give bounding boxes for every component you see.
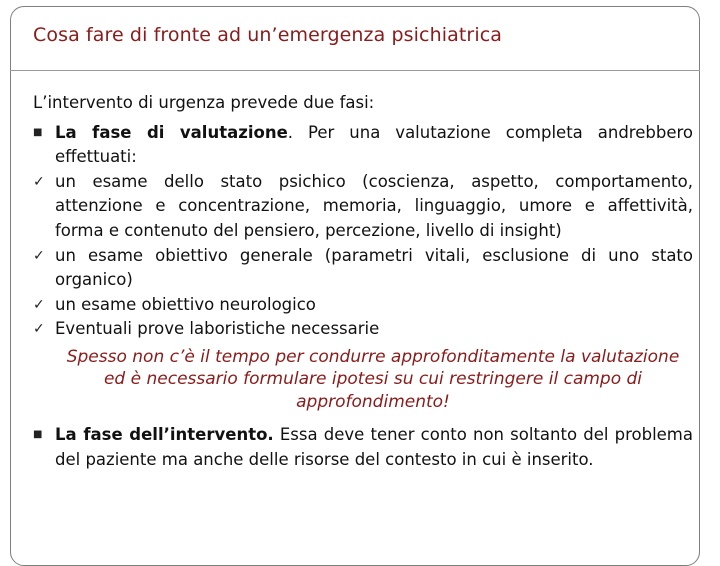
checkmark-icon: ✓ — [33, 296, 45, 313]
check-item-text: un esame obiettivo neurologico — [55, 294, 316, 314]
phase-valutazione-item — [33, 121, 693, 170]
phase-intervento-text: Essa deve tener conto non soltanto del problema del paziente ma anche delle risorse del contesto in cui è inserito. — [55, 425, 693, 470]
check-item-text: Eventuali prove laboristiche necessarie — [55, 319, 380, 339]
emphasis-note: Spesso non c’è il tempo per condurre approfonditamente la valutazione ed è necessario formulare ipotesi su cui restringere il campo di approfondimento! — [66, 346, 680, 412]
slide-title: Cosa fare di fronte ad un’emergenza psichiatrica — [33, 24, 502, 46]
check-item-text: un esame dello stato psichico (coscienza, aspetto, comportamento, attenzione e concentrazione, memoria, linguaggio, umore e affettività, forma e contenuto del pensiero, percezione, livello di insight) — [55, 171, 693, 240]
slide-body — [33, 91, 693, 473]
checkmark-icon: ✓ — [33, 173, 45, 190]
phase-intervento-heading: La fase dell’intervento. — [55, 425, 274, 445]
intro-text: L’intervento di urgenza prevede due fasi: — [33, 93, 375, 112]
checkmark-icon: ✓ — [33, 247, 45, 264]
square-bullet-icon: ■ — [33, 126, 43, 138]
phase-valutazione-heading: La fase di valutazione — [55, 122, 288, 142]
check-item-esame-generale — [33, 244, 693, 293]
check-item-stato-psichico — [33, 170, 693, 244]
title-divider — [10, 70, 700, 71]
phase-valutazione-text: . Per una valutazione completa andrebbero effettuati: — [55, 122, 693, 167]
checkmark-icon: ✓ — [33, 321, 45, 338]
check-item-text: un esame obiettivo generale (parametri vitali, esclusione di uno stato organico) — [55, 245, 693, 290]
check-item-esame-neurologico — [33, 293, 693, 318]
phase-intervento-item — [33, 423, 693, 472]
check-item-prove-laboristiche — [33, 317, 693, 342]
square-bullet-icon: ■ — [33, 429, 43, 441]
